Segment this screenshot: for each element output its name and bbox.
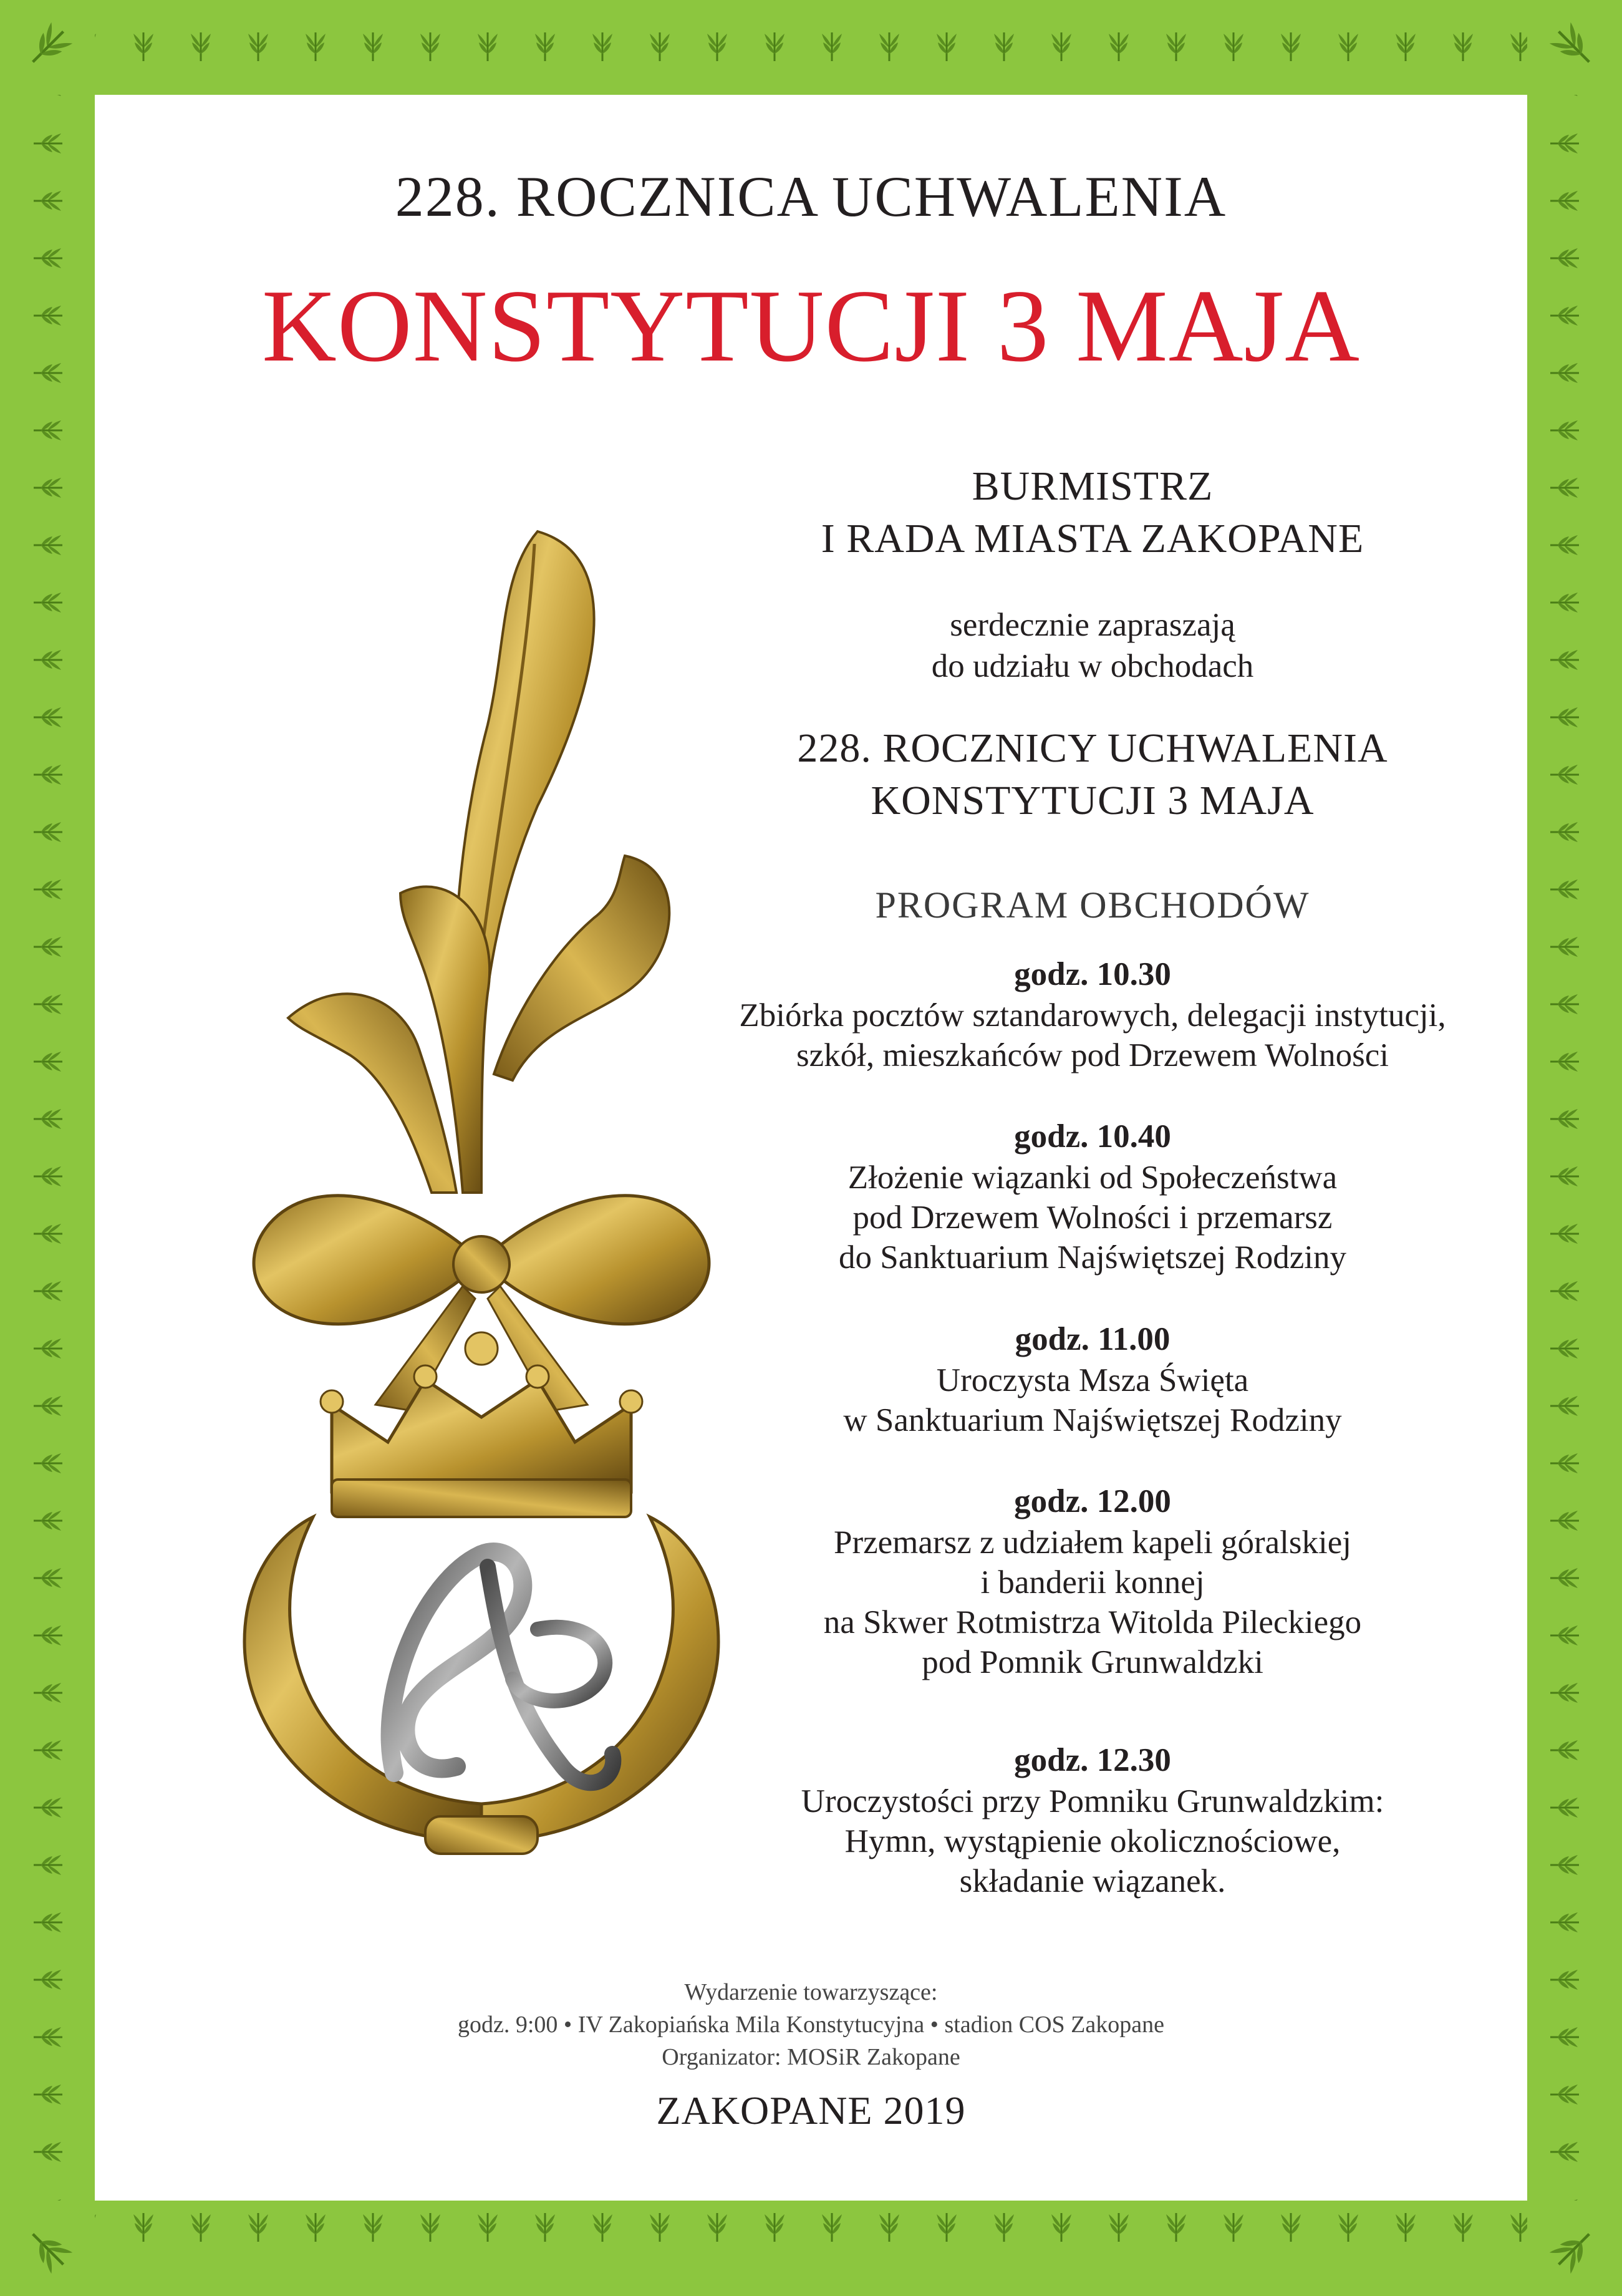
- hosts-block: [669, 463, 1517, 563]
- footer-city-year: ZAKOPANE 2019: [656, 2088, 966, 2133]
- program-item-line: Złożenie wiązanki od Społeczeństwa: [847, 1160, 1338, 1196]
- invitation-line1: serdecznie zapraszają: [950, 607, 1235, 643]
- program-item-line: Przemarsz z udziałem kapeli góralskiej: [834, 1524, 1351, 1561]
- program-item-time: godz. 12.00: [1014, 1483, 1171, 1519]
- program-item-line: Uroczystości przy Pomniku Grunwaldzkim:: [801, 1783, 1384, 1819]
- program-item-time: godz. 10.30: [1014, 956, 1171, 992]
- footer-organizer: Organizator: MOSiR Zakopane: [662, 2044, 960, 2070]
- footer-side-event-label: Wydarzenie towarzyszące:: [684, 1979, 938, 2005]
- program-item-line: w Sanktuarium Najświętszej Rodziny: [843, 1402, 1342, 1438]
- poster-title-line1: 228. ROCZNICA UCHWALENIA: [395, 165, 1227, 228]
- program-item-time: godz. 12.30: [1014, 1742, 1171, 1778]
- poster-panel: [95, 95, 1527, 2201]
- program-item-time: godz. 10.40: [1014, 1118, 1171, 1155]
- invitation-block: [669, 606, 1517, 685]
- program-heading-block: [669, 884, 1517, 927]
- program-item-line: i banderii konnej: [980, 1564, 1205, 1601]
- anniversary-block: [669, 725, 1517, 825]
- program-item: [669, 1320, 1517, 1439]
- invitation-line2: do udziału w obchodach: [931, 648, 1254, 684]
- hosts-line1: BURMISTRZ: [972, 463, 1214, 509]
- program-item: [669, 1741, 1517, 1900]
- program-item-line: pod Pomnik Grunwaldzki: [922, 1644, 1263, 1680]
- program-item-line: Hymn, wystąpienie okolicznościowe,: [844, 1823, 1341, 1859]
- program-item: [669, 1118, 1517, 1276]
- program-item-line: Uroczysta Msza Święta: [936, 1362, 1249, 1398]
- hosts-line2: I RADA MIASTA ZAKOPANE: [821, 516, 1364, 561]
- program-item-line: pod Drzewem Wolności i przemarsz: [852, 1199, 1333, 1236]
- program-item-line: na Skwer Rotmistrza Witolda Pileckiego: [823, 1604, 1362, 1640]
- program-item-line: składanie wiązanek.: [959, 1863, 1226, 1899]
- anniversary-line1: 228. ROCZNICY UCHWALENIA: [797, 725, 1388, 771]
- program-item-time: godz. 11.00: [1015, 1321, 1171, 1357]
- program-item-line: Zbiórka pocztów sztandarowych, delegacji instytucji,: [739, 997, 1446, 1034]
- footer-side-event-details: godz. 9:00 • IV Zakopiańska Mila Konstytucyjna • stadion COS Zakopane: [457, 2012, 1164, 2038]
- feather-crown-monogram-emblem: [188, 519, 750, 1910]
- program-item-line: szkół, mieszkańców pod Drzewem Wolności: [796, 1037, 1389, 1073]
- program-item: [669, 956, 1517, 1074]
- poster-title-line2: KONSTYTUCJI 3 MAJA: [261, 268, 1361, 383]
- program-heading: PROGRAM OBCHODÓW: [875, 884, 1310, 926]
- program-item-line: do Sanktuarium Najświętszej Rodziny: [839, 1239, 1346, 1276]
- program-item: [669, 1483, 1517, 1681]
- anniversary-line2: KONSTYTUCJI 3 MAJA: [871, 778, 1315, 823]
